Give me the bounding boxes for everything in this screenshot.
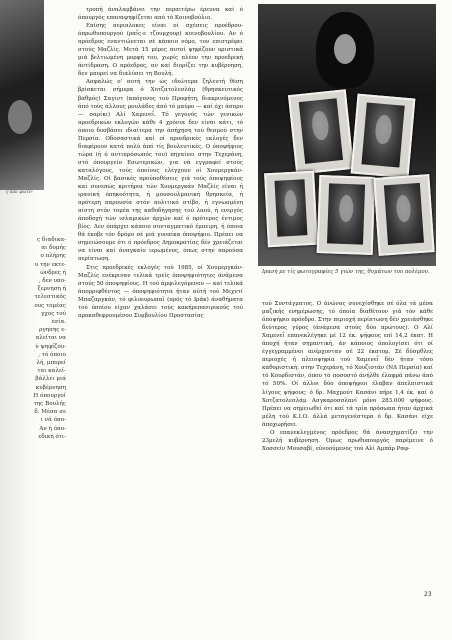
adjacent-line: ργησης ε-: [39, 327, 66, 334]
article-paragraph: Στις προεδρικές εκλογές τού 1985, οί Χουμεργκάν-Μαζλίς ενέκριναν τελικά τρείς όποψηφιότητες άνάμεσα στούς 50 όποψηφίους. Η τού άμφιλεγόμενου — καί τελικά άπορριφθέντος — όποψηφιότητα ήταν αύτή τού Μεχντί Μπαζαργκάν, τό φιλοευρωπαϊ (πρός τό Ιράκ) άναθήματα τού όποίου είχαν χαλάσει τούς κακήρεπανιρικούς τού προκαθεφρουμένου Συμβουλίου Προστασίας: [78, 264, 243, 319]
adjacent-line: ι νά όπο-: [40, 417, 66, 424]
photo-caption: Ιρανή με τίς φωτογραφίες 5 γιών της, θυμάτων του πολέμου.: [262, 269, 430, 275]
adjacent-line: ώνδρες ή: [40, 269, 66, 276]
adjacent-line: εδική ότι-: [38, 433, 66, 440]
article-paragraph: τροπή άναλαμβάνει την περαιτέρω έρευνα καί ό όπουργός επαναψηφίζεται από τό Κοινοβούλιο.: [78, 7, 243, 22]
photo-portrait-frame: [288, 89, 354, 175]
article-photo: [258, 4, 436, 266]
photo-portrait-frame: [264, 171, 318, 248]
article-paragraph: Ασφαλώς ο' αυτή την ώς ιδεώτερα ζηλευτή θέση βρίσκεται σήμερα ό Χοτζατολεσλάμ (θρησκευτικός βαθμός) Σαγιντ (απόγονος τού Προφήτη, διακρινόμενος άπό τούς άλλους μουλάδες άπό τό μαύρο — καί όχι άσπρο — σαρίκι) Αλί Χαμενεΐ. Τό γεγονός τών γενικών προεδρικών εκλογών κάθε 4 χρόνια δεν είναι κάτι, τό όποιο δυσβάσει ιδιαίτερα την άπήχηση τού θεσμού στην Περσία. Οδοσαστικά καί οί προεδρικές εκλογές δεν διαφέρουν κατά πολύ άπό τίς βουλευτικές. Ο όποψήφιος τώρα (ή ό αντιπρόσωπός του) πηγαίνει στην Τεχεράνη, στό όπουργείο Εσωτερικών, για νά εγγραφεί στούς καταλόγους, τούς όποίους ελέγχουν οί Χουμεργκάν-Μαζλίς. Οί βασικές προϋποθέσεις γιά τούς όποψηφίους καί συνεπώς κριτήρια τών Χουμεργκάν Μαζλίς είναι ή ιρανική όπηκοότητα, ή μουσουλμανική θρησκεία, ή πρότερη παρουσία στόν πολιτικό στίβο, ή εγνωσμένη πίστη στόν τομέα της καθοδήγησης τού λαού, ή ενεργός άποδοχή τών ισλαμικών άρχών καί ό πρότερος έντιμος βίος. Δεν όπάρχει κάποιο συνταγματικό έμπειρη, ή όποια θά έκοβε τόν δρόμο σέ μιά γυναίκα όποψήφιο. Πρέπει να σημειώσουμε ότι ό πρόεδρος Δημοκρατίας δέν χρειάζεται να είναι καί άναγκαίο ιερωμένος, όπως στην παρούσα περίπτωση.: [78, 79, 243, 263]
photo-woman-face: [334, 34, 356, 64]
photo-portrait-frame: [373, 174, 434, 256]
adjacent-line: τελεστικός: [34, 294, 66, 301]
adjacent-line: αι δομής: [41, 245, 66, 252]
adjacent-line: ται καλεί-: [37, 368, 66, 375]
photo-portrait-frame: [351, 94, 416, 179]
photo-portrait-frame: [317, 175, 376, 255]
adjacent-line: βάλλει μιά: [35, 376, 66, 383]
article-paragraph: τού Συντάγματος. Ο άνώνας συνεχίσθηκε σέ όλα τά μέσα μαζικής ενημέρωσης, τό όποία διαθέτουν γιά τόν κάθε όποψήφιο πρόεδρο. Στην περιοχή περίπτωση δέν χρειάσθηκε δεύτερος γύρος (άνάμεσα στούς δύο πρώτους). Ο Αλί Χαμενεΐ επανεκλέγηκε μέ 12 έκ. ψήφους επί 14,2 έκατ. Η άποχή ήταν σημαντική, άν κάποιος όπολογίσει ότι οί έγγεγραμμένοι ανέρχονταν σέ 22 έκατομ. Σέ δύσμθλες περιοχές ή πλειοψηφία τού Χαμενεΐ δέν ήταν τόσο καθοριστική: στην Τεχεράνη, τό Χουζιστάν (ΝΔ Περσία) καί τό Κουρδιστάν, όπου τό ποσοστό άνήλθε έλαφρά πάνω άπό τό 50%. Οί άλλοι δύο όποψήφιοι έλαβαν άπελπιστικά λίγους ψήφους: ό δρ. Μαχμούτ Κασάνι πήρε 1,4 έκ. καί ό Χοτζατολεσλάμ Ασγκαροσσλανί μόνο 283.000 ψήφους. Πρέπει να σημειωθεί ότι καί τά τρία πρόσωπα ήταν άρχικά μέλη τού Κ.Ι.Ο. άλλά μεταγενέστερα ό δρ. Κασάνι είχε άποχωρήσει.: [262, 301, 433, 428]
adjacent-line: ους τομέας: [34, 302, 66, 309]
adjacent-line: υ την εκτε-: [34, 261, 66, 268]
adjacent-line: ξερνηση ή: [37, 286, 66, 293]
adjacent-line: αλείται να: [35, 335, 66, 342]
adjacent-line: εσία.: [51, 319, 66, 326]
adjacent-line: γχος τού: [41, 310, 66, 317]
adjacent-line: , τό όποιο: [38, 351, 66, 358]
adjacent-line: κυβέρνηση: [35, 384, 66, 391]
article-column-left: [78, 6, 243, 320]
page-number: 23: [424, 591, 432, 598]
adjacent-page-photo: [0, 0, 44, 190]
article-paragraph: Ο επανεκλεγμένος πρόεδρος θά άνασχηματίζει την 23μελή κυβέρνηση. Όμως πρωθυπουργός παρέμεινε ό Χοσσείν Μουσαβί, εύνοούμενος τού Αλί Αμπάρ Ραφ-: [262, 429, 433, 452]
article-column-right: [262, 300, 433, 453]
adjacent-page-fragment: [0, 0, 66, 640]
adjacent-line: της Βουλής: [33, 401, 66, 408]
adjacent-line: , δεν υπο-: [38, 278, 66, 285]
adjacent-photo-caption: ς και φωτό-: [6, 190, 34, 195]
adjacent-line: Αν ή όπο-: [39, 425, 66, 432]
adjacent-line: λή, μπορεί: [36, 360, 66, 367]
adjacent-line: Η όπουργοί: [33, 392, 66, 399]
adjacent-line: ς διαδικα-: [37, 237, 66, 243]
adjacent-line: ο πλήρης: [40, 253, 66, 260]
adjacent-line: δ. Μέσα σε: [34, 409, 66, 416]
adjacent-text-lines: [18, 236, 66, 441]
adjacent-line: ύ ψηφίζου-: [35, 343, 66, 350]
adjacent-photo-figure: [8, 100, 32, 134]
article-paragraph: Επίσης περιπλοκες είναι οί σχέσεις προέδρου- όπρωθυπουργού (ραΐς-ε τζουμχουρ) κοινοβουλίου. Αν ό πρόεδρος εναντιώνεται σέ κάποιο νόμο, τον επιστρέφει στούς Μαζλίς. Μετά 15 μέρες αυτοί ψηφίζουν οριστικά μιά βελτιωμένη μορφή του, χωρίς πλέον την προεδρική άντίδραση. Ο πρόεδρος, αν καί διορίζει την κυβέρνηση, δεν μπορεί να διαλύσει τη Βουλή.: [78, 23, 243, 78]
